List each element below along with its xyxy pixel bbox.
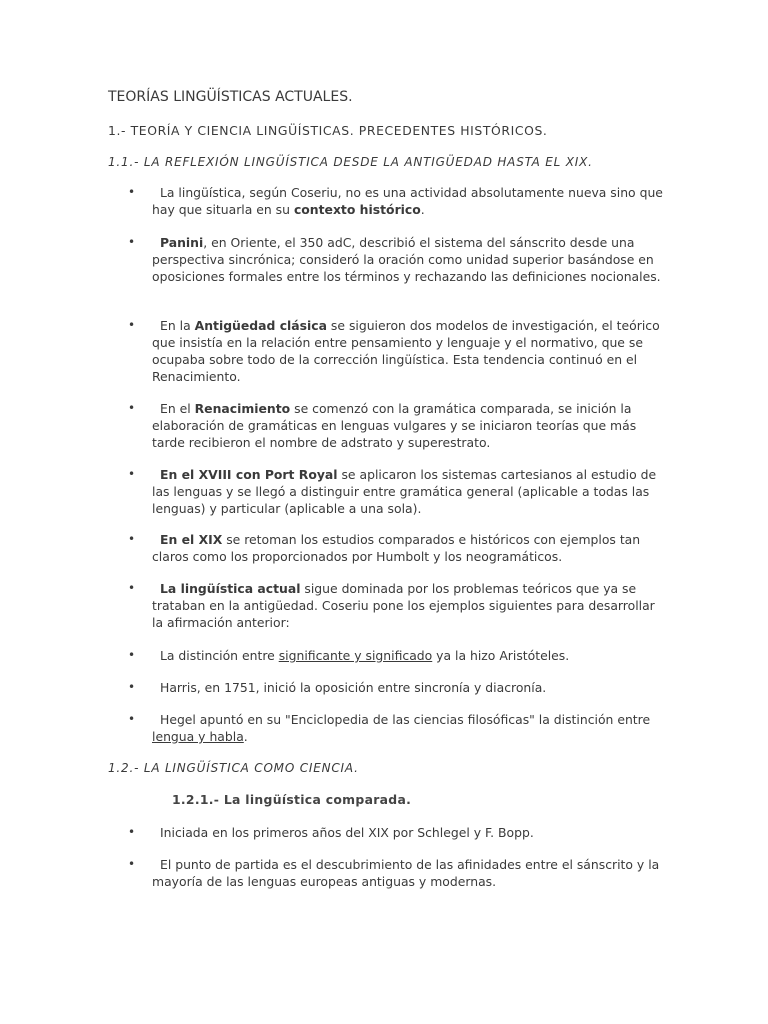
bullet-icon: • (128, 825, 136, 839)
bullet-icon: • (128, 532, 136, 546)
lengua-habla-link[interactable]: lengua y habla (152, 729, 244, 744)
bullet-icon: • (128, 648, 136, 662)
list-item-text: En el XIX se retoman los estudios comparados e históricos con ejemplos tan claros como los proporcionados por Humbolt y los neogramáticos. (152, 532, 641, 564)
bullet-icon: • (128, 235, 136, 249)
list-item (128, 580, 668, 631)
list-item-text: Harris, en 1751, inició la oposición entre sincronía y diacronía. (160, 680, 547, 695)
bullet-icon: • (128, 318, 136, 332)
list-item-text: Panini, en Oriente, el 350 adC, describió el sistema del sánscrito desde una perspectiva sincrónica; consideró la oración como unidad superior basándose en oposiciones formales entre los términos y rechazando las definiciones nocionales. (152, 235, 661, 284)
list-item (128, 856, 668, 890)
list-item (128, 317, 668, 385)
list-item (128, 824, 668, 841)
section-heading-1: 1.- TEORÍA Y CIENCIA LINGÜÍSTICAS. PRECEDENTES HISTÓRICOS. (108, 123, 548, 138)
list-item-text: Hegel apuntó en su "Enciclopedia de las ciencias filosóficas" la distinción entre lengua y habla. (152, 712, 651, 744)
bullet-icon: • (128, 712, 136, 726)
bullet-icon: • (128, 467, 136, 481)
list-item-text: Iniciada en los primeros años del XIX por Schlegel y F. Bopp. (160, 825, 534, 840)
list-item (128, 531, 668, 565)
bullet-icon: • (128, 581, 136, 595)
list-item (128, 400, 668, 451)
section-heading-1-2: 1.2.- LA LINGÜÍSTICA COMO CIENCIA. (108, 761, 359, 775)
list-item-text: La lingüística, según Coseriu, no es una actividad absolutamente nueva sino que hay que situarla en su contexto histórico. (152, 185, 663, 217)
list-item (128, 711, 668, 745)
list-item-text: En el XVIII con Port Royal se aplicaron los sistemas cartesianos al estudio de las lenguas y se llegó a distinguir entre gramática general (aplicable a todas las lenguas) y particular (aplicable a una sola). (152, 467, 657, 516)
list-item (128, 234, 668, 285)
bullet-icon: • (128, 857, 136, 871)
list-item-text: En el Renacimiento se comenzó con la gramática comparada, se inición la elaboración de gramáticas en lenguas vulgares y se iniciaron teorías que más tarde recibieron el nombre de adstrato y superestrato. (152, 401, 637, 450)
section-heading-1-2-1: 1.2.1.- La lingüística comparada. (172, 792, 412, 807)
list-item-text: En la Antigüedad clásica se siguieron dos modelos de investigación, el teórico que insistía en la relación entre pensamiento y lenguaje y el normativo, que se ocupaba sobre todo de la corrección lingüística. Esta tendencia continuó en el Renacimiento. (152, 318, 660, 384)
list-item (128, 647, 668, 664)
significante-significado-link[interactable]: significante y significado (278, 648, 433, 663)
bullet-icon: • (128, 401, 136, 415)
list-item-text: La distinción entre significante y significado ya la hizo Aristóteles. (160, 648, 570, 663)
document-title: TEORÍAS LINGÜÍSTICAS ACTUALES. (108, 89, 353, 105)
list-item (128, 184, 668, 218)
list-item (128, 466, 668, 517)
list-item-text: La lingüística actual sigue dominada por los problemas teóricos que ya se trataban en la antigüedad. Coseriu pone los ejemplos siguientes para desarrollar la afirmación anterior: (152, 581, 655, 630)
list-item (128, 679, 668, 696)
bullet-icon: • (128, 680, 136, 694)
list-item-text: El punto de partida es el descubrimiento de las afinidades entre el sánscrito y la mayoría de las lenguas europeas antiguas y modernas. (152, 857, 660, 889)
section-heading-1-1: 1.1.- LA REFLEXIÓN LINGÜÍSTICA DESDE LA ANTIGÜEDAD HASTA EL XIX. (108, 155, 593, 169)
bullet-icon: • (128, 185, 136, 199)
